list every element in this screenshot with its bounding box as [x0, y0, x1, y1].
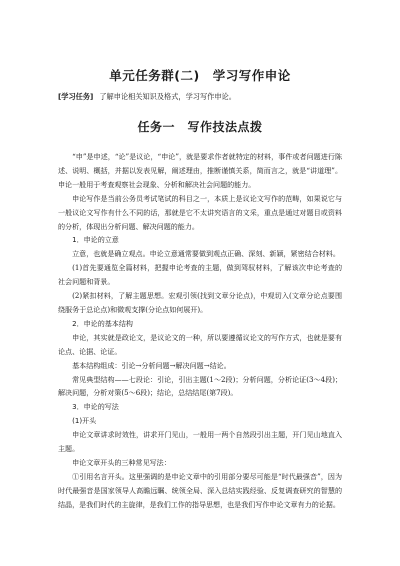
body-paragraph: 基本结构组成：引论→分析问题→解决问题→结论。 — [72, 360, 231, 370]
section-heading: (1)开头 — [72, 416, 97, 426]
learning-goal — [58, 92, 236, 102]
body-text — [58, 150, 342, 512]
section-heading: 3．申论的写法 — [72, 402, 119, 412]
body-paragraph: 申论文章开头的三种常见写法： — [72, 457, 171, 467]
task-title: 任务一 写作技法点拨 — [137, 120, 263, 134]
section-heading: 2．申论的基本结构 — [72, 318, 133, 328]
unit-title: 单元任务群(二) 学习写作申论 — [109, 68, 291, 83]
body-paragraph: ①引用名言开头。这里强调的是申论文章中的引用部分要尽可能是“时代最强音”，因为时代最强音是国家领导人高瞻远瞩、统领全局、深入总结实践经验、反复调查研究的智慧的结晶，是我们时代的主旋律，是我们工作的指导思想，也是我们写作申论文章有力的论据。 — [58, 471, 342, 509]
learning-goal-text: 了解申论相关知识及格式，学习写作申论。 — [99, 92, 236, 101]
body-paragraph: (2)紧扣材料，了解主题思想。宏观引领(找到文章分论点)，中观切入(文章分论点要围绕服务于总论点)和微观支撑(分论点如何展开)。 — [58, 291, 342, 314]
body-paragraph: (1)首先要通览全篇材料，把握申论考查的主题，做到驾驭材料，了解该次申论考查的社会问题和背景。 — [58, 263, 342, 287]
body-paragraph: 常见典型结构——七段论：引论，引出主题(1～2段)；分析问题，分析论证(3～4段)；解决问题，分析对策(5～6段)；结论，总结结尾(第7段)。 — [58, 374, 342, 398]
body-paragraph: 立意，也就是确立观点。申论立意通常要做到观点正确、深刻、新颖，紧密结合材料。 — [72, 249, 340, 259]
body-paragraph: 申论写作是当前公务员考试笔试的科目之一，本质上是议论文写作的范畴，如果说它与一般议论文写作有什么不同的话，那就是它不太讲究语言的文采，重点是通过对题目或资料的分析，体现出分析问题、解决问题的能力。 — [58, 193, 342, 231]
body-paragraph: 申论，其实就是政论文，是议论文的一种，所以要遵循议论文的写作方式，也就是要有论点、论据、论证。 — [58, 332, 342, 356]
section-heading: 1．申论的立意 — [72, 235, 119, 245]
learning-goal-tag: [学习任务] — [58, 92, 94, 101]
body-paragraph: “申”是申述，“论”是议论，“申论”，就是要求作者就特定的材料，事件或者问题进行陈述、说明、概括，并据以发表见解，阐述理由，推断谨慎关系，简而言之，就是“讲道理”。申论一般用于考查观察社会现象、分析和解决社会问题的能力。 — [58, 152, 342, 189]
body-paragraph: 申论文章讲求时效性，讲求开门见山，一般用一两个自然段引出主题，开门见山地直入主题。 — [58, 430, 342, 454]
